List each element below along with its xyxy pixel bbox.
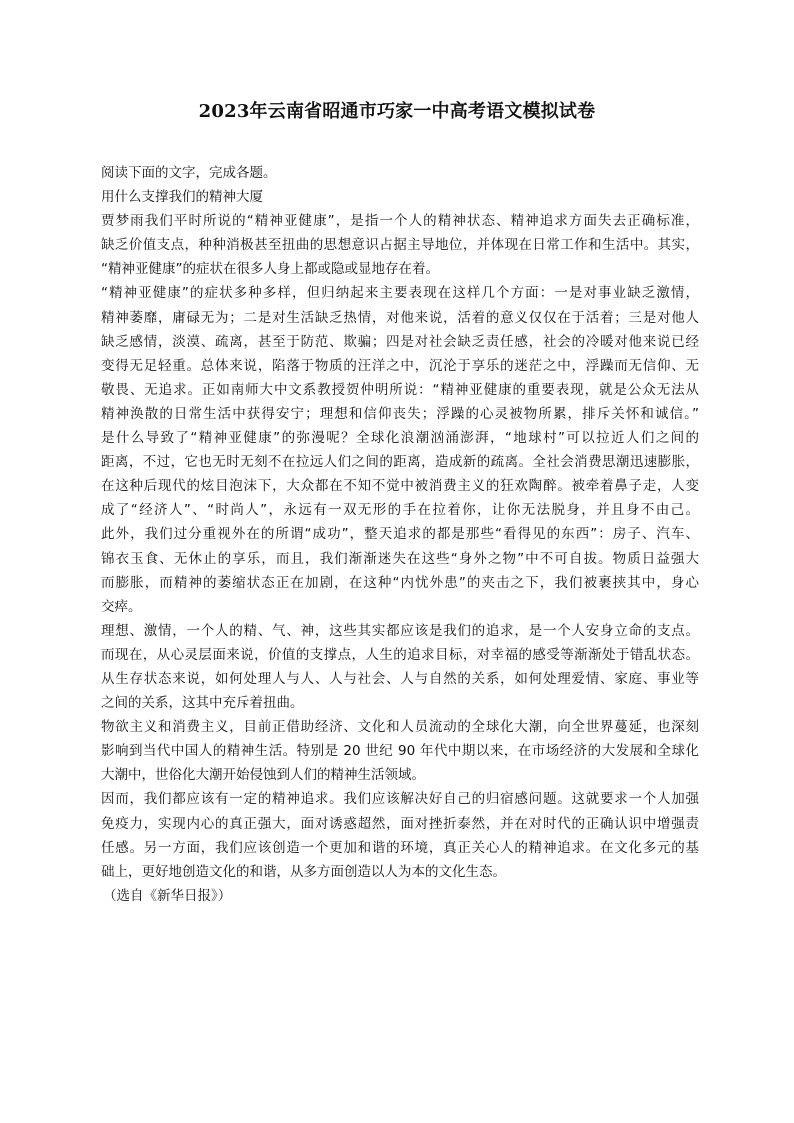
text-line: 从生存状态来说，如何处理人与人、人与社会、人与自然的关系，如何处理爱情、家庭、事业等 bbox=[101, 670, 699, 687]
text-line: 影响到当代中国人的精神生活。特别是 20 世纪 90 年代中期以来，在市场经济的大发展和全球化 bbox=[101, 743, 699, 760]
text-line: 免疫力，实现内心的真正强大，面对诱惑超然，面对挫折泰然，并在对时代的正确认识中增强责 bbox=[101, 815, 699, 832]
text-line: 缺乏感情，淡漠、疏离，甚至于防范、欺骗；四是对社会缺乏责任感，社会的冷暖对他来说已经 bbox=[101, 333, 699, 350]
text-line: 在这种后现代的炫目泡沫下，大众都在不知不觉中被消费主义的狂欢陶醉。被牵着鼻子走，人变 bbox=[101, 478, 699, 495]
document-title: 2023年云南省昭通市巧家一中高考语文模拟试卷 bbox=[198, 101, 596, 122]
text-line: 而膨胀，而精神的萎缩状态正在加剧，在这种“内忧外患”的夹击之下，我们被裹挟其中，身心 bbox=[101, 574, 699, 591]
text-line: 敬畏、无追求。正如南师大中文系教授贺仲明所说：“精神亚健康的重要表现，就是公众无法从 bbox=[101, 381, 699, 398]
instruction-line: 阅读下面的文字，完成各题。 bbox=[101, 165, 277, 181]
text-line: 而现在，从心灵层面来说，价值的支撑点，人生的追求目标，对幸福的感受等渐渐处于错乱状态。 bbox=[101, 646, 699, 663]
text-line: 精神涣散的日常生活中获得安宁；理想和信仰丧失；浮躁的心灵被物所累，排斥关怀和诚信。” bbox=[101, 405, 699, 422]
text-line: 交瘁。 bbox=[101, 598, 142, 615]
document-body bbox=[101, 161, 699, 908]
text-line: 此外，我们过分重视外在的所谓“成功”，整天追求的都是那些“看得见的东西”：房子、汽车、 bbox=[101, 526, 699, 543]
source-citation: （选自《新华日报》） bbox=[103, 887, 232, 904]
text-line: 贾梦雨我们平时所说的“精神亚健康”，是指一个人的精神状态、精神追求方面失去正确标准， bbox=[101, 213, 699, 230]
text-line: 础上，更好地创造文化的和谐，从多方面创造以人为本的文化生态。 bbox=[101, 863, 506, 880]
text-line: 缺乏价值支点，种种消极甚至扭曲的思想意识占据主导地位，并体现在日常工作和生活中。其实， bbox=[101, 237, 699, 254]
text-line: 精神萎靡，庸碌无为；二是对生活缺乏热情，对他来说，活着的意义仅仅在于活着；三是对他人 bbox=[101, 309, 699, 326]
text-line: 成了“经济人”、“时尚人”，永远有一双无形的手在拉着你，让你无法脱身，并且身不由己。 bbox=[101, 502, 699, 519]
text-line: 是什么导致了“精神亚健康”的弥漫呢？全球化浪潮汹涌澎湃，“地球村”可以拉近人们之间的 bbox=[101, 430, 699, 447]
text-line: 因而，我们都应该有一定的精神追求。我们应该解决好自己的归宿感问题。这就要求一个人加强 bbox=[101, 791, 699, 808]
text-line: 理想、激情，一个人的精、气、神，这些其实都应该是我们的追求，是一个人安身立命的支点。 bbox=[101, 622, 699, 639]
text-line: 距离，不过，它也无时无刻不在拉远人们之间的距离，造成新的疏离。全社会消费思潮迅速膨胀， bbox=[101, 454, 699, 471]
text-line: 锦衣玉食、无休止的享乐，而且，我们渐渐迷失在这些“身外之物”中不可自拔。物质日益强大 bbox=[101, 550, 699, 567]
article-title-line: 用什么支撑我们的精神大厦 bbox=[101, 189, 263, 206]
text-line: 之间的关系，这其中充斥着扭曲。 bbox=[101, 695, 304, 712]
text-line: 大潮中，世俗化大潮开始侵蚀到人们的精神生活领域。 bbox=[101, 767, 425, 784]
text-line: “精神亚健康”的症状在很多人身上都或隐或显地存在着。 bbox=[101, 261, 439, 278]
text-line: 物欲主义和消费主义，目前正借助经济、文化和人员流动的全球化大潮，向全世界蔓延，也深刻 bbox=[101, 719, 699, 736]
text-line: 变得无足轻重。总体来说，陷落于物质的汪洋之中，沉沦于享乐的迷茫之中，浮躁而无信仰、无 bbox=[101, 357, 699, 374]
text-line: 任感。另一方面，我们应该创造一个更加和谐的环境，真正关心人的精神追求。在文化多元的基 bbox=[101, 839, 699, 856]
text-line: “精神亚健康”的症状多种多样，但归纳起来主要表现在这样几个方面：一是对事业缺乏激情， bbox=[101, 285, 699, 302]
